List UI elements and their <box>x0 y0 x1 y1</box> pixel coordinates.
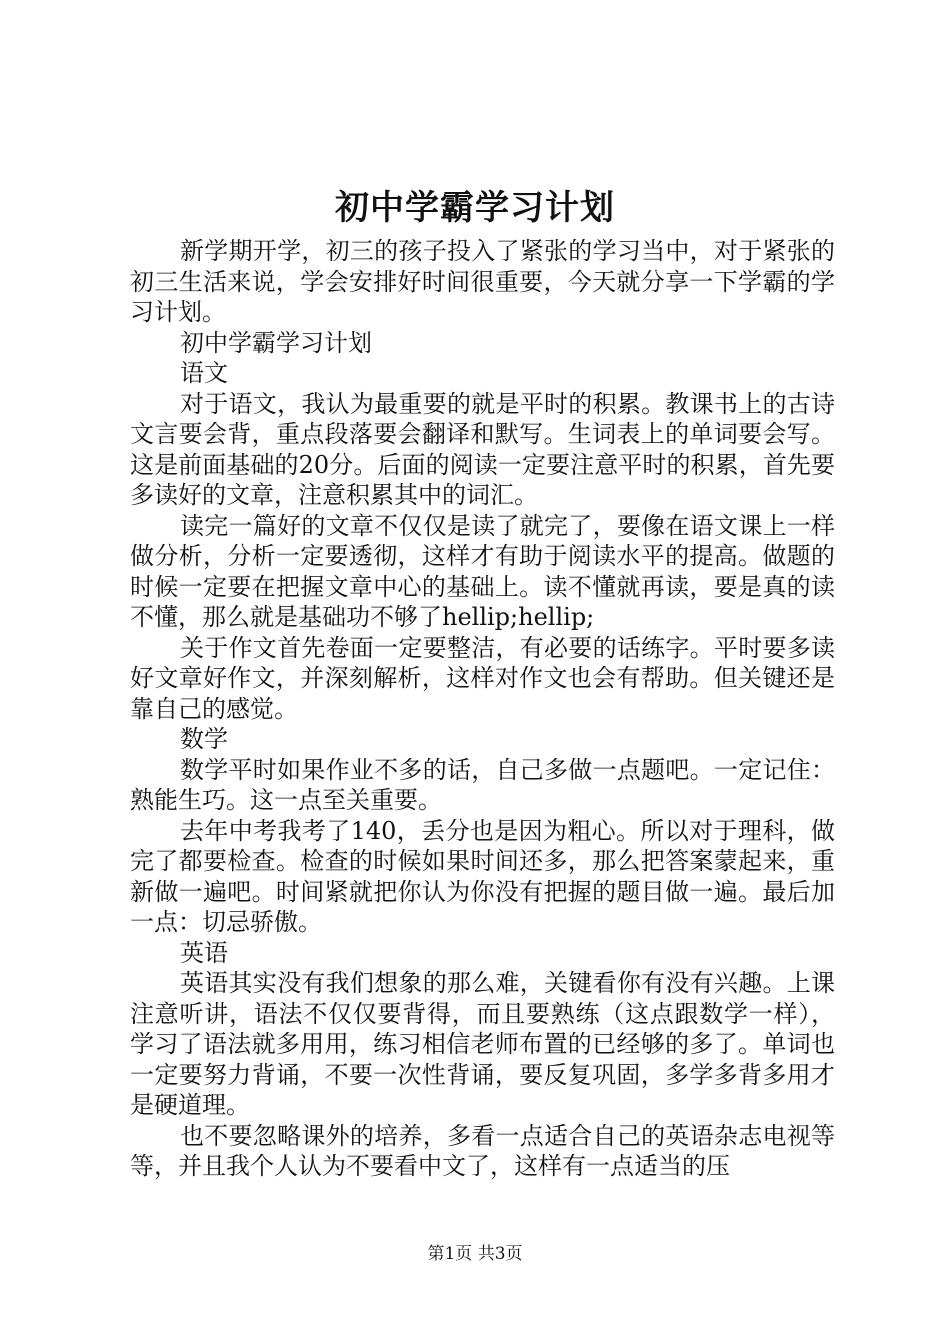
paragraph-chinese-2: 读完一篇好的文章不仅仅是读了就完了，要像在语文课上一样做分析，分析一定要透彻，这样才有助于阅读水平的提高。做题的时候一定要在把握文章中心的基础上。读不懂就再读，要是真的读不懂，那么就是基础功不够了hellip;hellip; <box>130 511 835 631</box>
page-number-footer: 第1页 共3页 <box>427 1244 523 1264</box>
document-title: 初中学霸学习计划 <box>335 188 615 228</box>
paragraph-intro: 新学期开学，初三的孩子投入了紧张的学习当中，对于紧张的初三生活来说，学会安排好时间很重要，今天就分享一下学霸的学习计划。 <box>130 237 835 326</box>
section-heading-english: 英语 <box>180 938 228 967</box>
section-heading-chinese: 语文 <box>180 359 228 387</box>
paragraph-math-2: 去年中考我考了140，丢分也是因为粗心。所以对于理科，做完了都要检查。检查的时候如果时间还多，那么把答案蒙起来，重新做一遍吧。时间紧就把你认为你没有把握的题目做一遍。最后加一点：切忌骄傲。 <box>130 816 835 936</box>
paragraph-chinese-1: 对于语文，我认为最重要的就是平时的积累。教课书上的古诗文言要会背，重点段落要会翻译和默写。生词表上的单词要会写。这是前面基础的20分。后面的阅读一定要注意平时的积累，首先要多读好的文章，注意积累其中的词汇。 <box>130 389 835 509</box>
document-body <box>130 236 835 1182</box>
paragraph-english-2: 也不要忽略课外的培养，多看一点适合自己的英语杂志电视等等，并且我个人认为不要看中文了，这样有一点适当的压 <box>130 1121 835 1180</box>
paragraph-chinese-3: 关于作文首先卷面一定要整洁，有必要的话练字。平时要多读好文章好作文，并深刻解析，这样对作文也会有帮助。但关键还是靠自己的感觉。 <box>130 633 835 723</box>
paragraph-english-1: 英语其实没有我们想象的那么难，关键看你有没有兴趣。上课注意听讲，语法不仅仅要背得，而且要熟练（这点跟数学一样），学习了语法就多用用，练习相信老师布置的已经够的多了。单词也一定要努力背诵，不要一次性背诵，要反复巩固，多学多背多用才是硬道理。 <box>130 969 835 1119</box>
subtitle-plan: 初中学霸学习计划 <box>180 328 372 357</box>
paragraph-math-1: 数学平时如果作业不多的话，自己多做一点题吧。一定记住：熟能生巧。这一点至关重要。 <box>130 755 835 814</box>
section-heading-math: 数学 <box>180 725 228 753</box>
